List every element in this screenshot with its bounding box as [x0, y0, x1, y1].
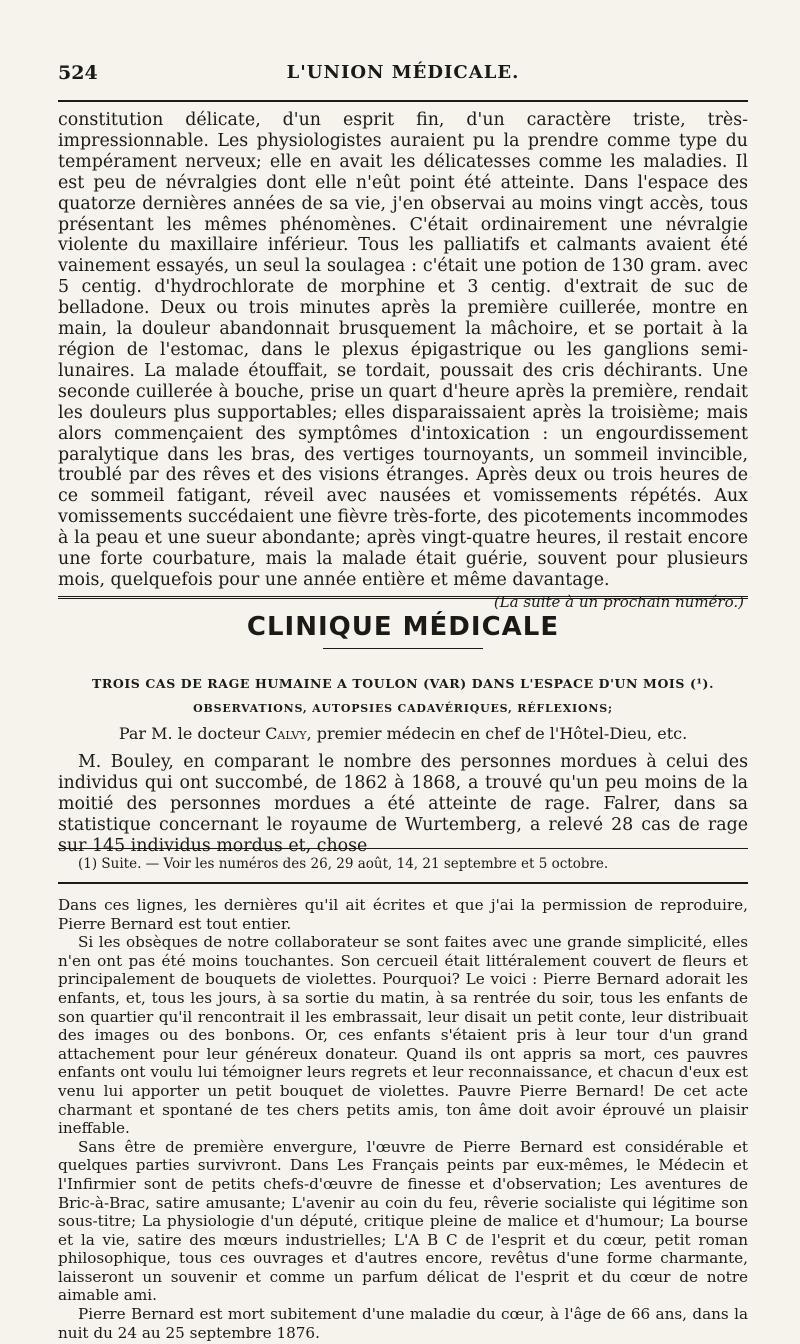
page-number: 524	[58, 62, 98, 84]
byline	[58, 724, 748, 743]
journal-title: L'UNION MÉDICALE.	[286, 62, 520, 83]
article-subheading: OBSERVATIONS, AUTOPSIES CADAVÉRIQUES, RÉFLEXIONS;	[193, 702, 613, 715]
rage-article-body	[58, 752, 748, 857]
byline-prefix: Par M. le docteur	[118, 724, 261, 743]
footnote-end-rule	[58, 882, 748, 884]
obituary-paragraph: Si les obsèques de notre collaborateur se sont faites avec une grande simplicité, elles n'en ont pas été moins touchantes. Son cercueil était littéralement couvert de fleurs et principalement de bouquets de violettes. Pourquoi? Le voici : Pierre Bernard adorait les enfants, et, tous les jours, à sa sortie du matin, à sa rentrée du soir, tous les enfants de son quartier qu'il rencontrait il les embrassait, leur disait un petit conte, leur distribuait des images ou des bonbons. Or, ces enfants s'étaient pris à leur tour d'un grand attachement pour leur généreux donateur. Quand ils ont appris sa mort, ces pauvres enfants ont voulu lui témoigner leurs regrets et leur reconnaissance, et chacun d'eux est venu lui apporter un petit bouquet de violettes. Pauvre Pierre Bernard! De cet acte charmant et spontané de tes chers petits amis, ton âme doit avoir éprouvé un plaisir ineffable.	[58, 933, 748, 1138]
obituary-section	[58, 896, 748, 1342]
continued-article	[58, 110, 748, 611]
header-rule	[58, 100, 748, 102]
byline-suffix: , premier médecin en chef de l'Hôtel-Dieu, etc.	[306, 724, 688, 743]
section-title: CLINIQUE MÉDICALE	[246, 612, 560, 642]
author-name: Calvy	[265, 724, 307, 743]
rage-article-text: M. Bouley, en comparant le nombre des personnes mordues à celui des individus qui ont succombé, de 1862 à 1868, a trouvé qu'un peu moins de la moitié des personnes mordues a été atteinte de rage. Falrer, dans sa statistique concernant le royaume de Wurtemberg, a relevé 28 cas de rage sur 145 individus mordus et, chose	[58, 752, 748, 856]
continued-article-text: constitution délicate, d'un esprit fin, d'un caractère triste, très-impressionnable. Les physiologistes auraient pu la prendre comme type du tempérament nerveux; elle en avait les délicatesses comme les maladies. Il est peu de névralgies dont elle n'eût point été atteinte. Dans l'espace des quatorze dernières années de sa vie, j'en observai au moins vingt accès, tous présentant les mêmes phénomènes. C'était ordinairement une névralgie violente du maxillaire inférieur. Tous les palliatifs et calmants avaient été vainement essayés, un seul la soulagea : c'était une potion de 130 gram. avec 5 centig. d'hydrochlorate de morphine et 3 centig. d'extrait de suc de belladone. Deux ou trois minutes après la première cuillerée, montre en main, la douleur abandonnait brusquement la mâchoire, et se portait à la région de l'estomac, dans le plexus épigastrique ou les ganglions semi-lunaires. La malade étouffait, se tordait, poussait des cris déchirants. Une seconde cuillerée à bouche, prise un quart d'heure après la première, rendait les douleurs plus supportables; elles disparaissaient après la troisième; mais alors commençaient des symptômes d'intoxication : un engourdissement paralytique dans les bras, des vertiges tournoyants, un sommeil invincible, troublé par des rêves et des visions étranges. Après deux ou trois heures de ce sommeil fatigant, réveil avec nausées et vomissements répétés. Aux vomissements succédaient une fièvre très-forte, des picotements incommodes à la peau et une sueur abondante; après vingt-quatre heures, il restait encore une forte courbature, mais la malade était guérie, souvent pour plusieurs mois, quelquefois pour une année entière et même davantage.	[58, 110, 748, 590]
journal-page	[58, 0, 748, 1342]
article-heading: TROIS CAS DE RAGE HUMAINE A TOULON (VAR) DANS L'ESPACE D'UN MOIS (¹).	[91, 676, 715, 691]
running-head	[58, 0, 748, 110]
footnote-rule	[58, 848, 748, 849]
section-divider	[58, 596, 748, 601]
footnote: (1) Suite. — Voir les numéros des 26, 29 août, 14, 21 septembre et 5 octobre.	[78, 856, 609, 872]
obituary-paragraph: Pierre Bernard est mort subitement d'une maladie du cœur, à l'âge de 66 ans, dans la nuit du 24 au 25 septembre 1876.	[58, 1305, 748, 1342]
obituary-paragraph: Sans être de première envergure, l'œuvre de Pierre Bernard est considérable et quelques parties survivront. Dans Les Français peints par eux-mêmes, le Médecin et l'Infirmier sont de petits chefs-d'œuvre de finesse et d'observation; Les aventures de Bric-à-Brac, satire amusante; L'avenir au coin du feu, rêverie socialiste qui légitime son sous-titre; La physiologie d'un député, critique pleine de malice et d'humour; La bourse et la vie, satire des mœurs industrielles; L'A B C de l'esprit et du cœur, petit roman philosophique, tous ces ouvrages et d'autres encore, revêtus d'une forme charmante, laisseront un souvenir et comme un parfum délicat de l'esprit et du cœur de notre aimable ami.	[58, 1137, 748, 1305]
continued-note: (La suite à un prochain numéro.)	[493, 592, 744, 611]
obituary-paragraph: Dans ces lignes, les dernières qu'il ait écrites et que j'ai la permission de reproduire, Pierre Bernard est tout entier.	[58, 896, 748, 933]
section-title-underline	[323, 648, 483, 649]
